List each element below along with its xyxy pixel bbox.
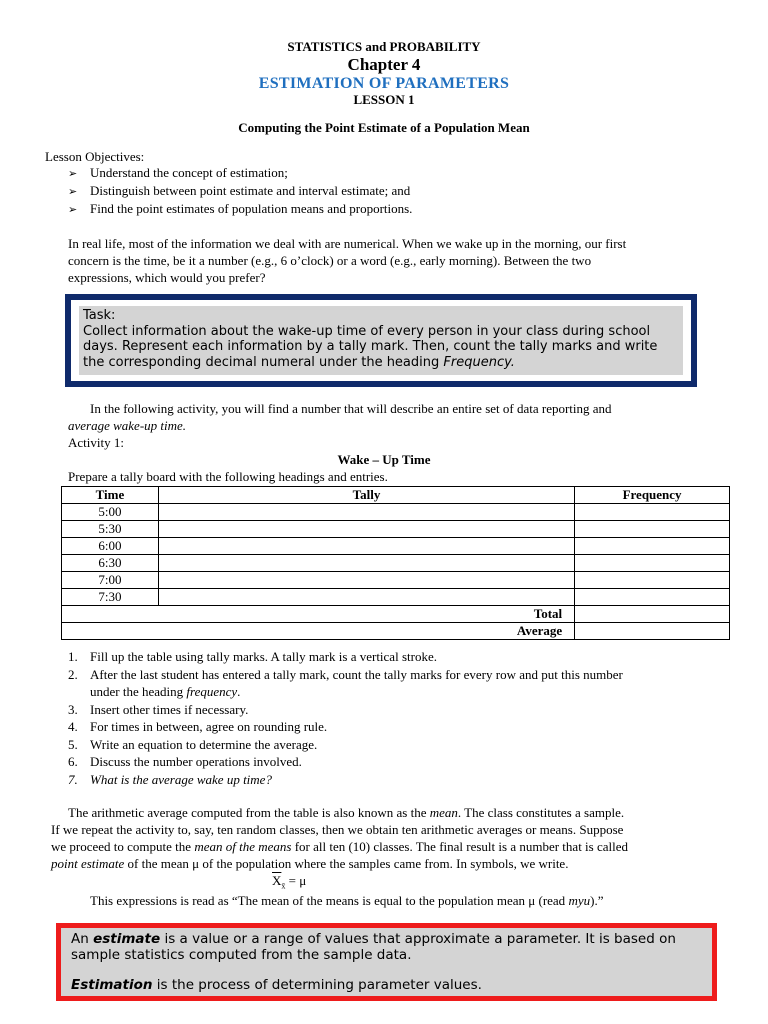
average-cell[interactable] [575, 623, 730, 640]
tally-cell[interactable] [158, 589, 574, 606]
table-row: 6:30 [62, 555, 730, 572]
table-header-row [62, 487, 730, 504]
chapter-heading: Chapter 4 [347, 55, 421, 74]
lesson-number: LESSON 1 [353, 92, 415, 107]
column-header: Tally [158, 487, 574, 504]
column-header: Frequency [575, 487, 730, 504]
objectives-list [68, 164, 412, 218]
tally-cell[interactable] [158, 538, 574, 555]
table-row: 5:00 [62, 504, 730, 521]
list-item: 2. After the last student has entered a tally mark, count the tally marks for every row and put this number under the heading frequency. [68, 666, 623, 699]
tally-cell[interactable] [158, 555, 574, 572]
frequency-cell[interactable] [575, 504, 730, 521]
activity-intro: In the following activity, you will find a number that will describe an entire set of data reporting and average wake-up time. Activity 1: [68, 400, 748, 451]
total-cell[interactable] [575, 606, 730, 623]
arrow-bullet-icon: ➢ [68, 185, 78, 198]
estimation-definition: Estimation is the process of determining parameter values. [71, 977, 482, 993]
tally-cell[interactable] [158, 504, 574, 521]
objective-item: ➢ Find the point estimates of population means and proportions. [68, 200, 412, 218]
activity-title: Wake – Up Time [337, 452, 431, 467]
total-row: Total [62, 606, 730, 623]
tally-table [61, 486, 730, 640]
list-item: 5. Write an equation to determine the average. [68, 736, 318, 752]
frequency-cell[interactable] [575, 538, 730, 555]
subject-heading: STATISTICS and PROBABILITY [287, 39, 481, 54]
objective-item: ➢ Understand the concept of estimation; [68, 164, 412, 182]
steps-list [68, 648, 623, 788]
list-item: 6. Discuss the number operations involved. [68, 754, 302, 769]
activity-prepare: Prepare a tally board with the following headings and entries. [68, 469, 388, 484]
task-label: Task: [83, 308, 116, 323]
formula-reading: This expressions is read as “The mean of the means is equal to the population mean μ (read myu).” [90, 893, 604, 908]
objectives-label: Lesson Objectives: [45, 149, 145, 164]
estimate-definition: An estimate is a value or a range of values that approximate a parameter. It is based on sample statistics computed from the sample data. [71, 931, 676, 963]
definition-box [56, 923, 717, 1001]
tally-cell[interactable] [158, 521, 574, 538]
task-box [65, 294, 697, 387]
arrow-bullet-icon: ➢ [68, 203, 78, 216]
frequency-cell[interactable] [575, 555, 730, 572]
table-row: 7:00 [62, 572, 730, 589]
lesson-title: Computing the Point Estimate of a Population Mean [238, 120, 530, 135]
arrow-bullet-icon: ➢ [68, 167, 78, 180]
table-row: 7:30 [62, 589, 730, 606]
mean-paragraph: The arithmetic average computed from the table is also known as the mean. The class constitutes a sample. If we repeat the activity to, say, ten random classes, then we obtain ten arithmetic averages or means. Suppose we proceed to compute the mean of the means for all ten (10) classes. The final result is a number that is called point estimate of the mean μ of the population where the samples came from. In symbols, we write. [51, 805, 629, 871]
frequency-cell[interactable] [575, 521, 730, 538]
average-row: Average [62, 623, 730, 640]
tally-cell[interactable] [158, 572, 574, 589]
table-row: 5:30 [62, 521, 730, 538]
activity-label: Activity 1: [68, 435, 124, 450]
frequency-cell[interactable] [575, 589, 730, 606]
list-item: 4. For times in between, agree on rounding rule. [68, 719, 328, 734]
objective-item: ➢ Distinguish between point estimate and interval estimate; and [68, 182, 412, 200]
table-row: 6:00 [62, 538, 730, 555]
formula: $\overline{X}_{x̄} = \mu$ [272, 873, 307, 891]
list-item: 1. Fill up the table using tally marks. A tally mark is a vertical stroke. [68, 649, 437, 664]
intro-paragraph: In real life, most of the information we deal with are numerical. When we wake up in the morning, our first concern is the time, be it a number (e.g., 6 o’clock) or a word (e.g., early morning). Between the two expressions, which would you prefer? [68, 236, 627, 285]
frequency-cell[interactable] [575, 572, 730, 589]
list-item: 3. Insert other times if necessary. [68, 701, 249, 717]
list-item: 7. What is the average wake up time? [68, 771, 272, 787]
column-header: Time [62, 487, 159, 504]
task-text: Collect information about the wake-up time of every person in your class during school days. Represent each information by a tally mark. Then, count the tally marks and write the corresponding decimal numeral under the heading Frequency. [83, 323, 658, 370]
unit-title: ESTIMATION OF PARAMETERS [258, 75, 510, 92]
